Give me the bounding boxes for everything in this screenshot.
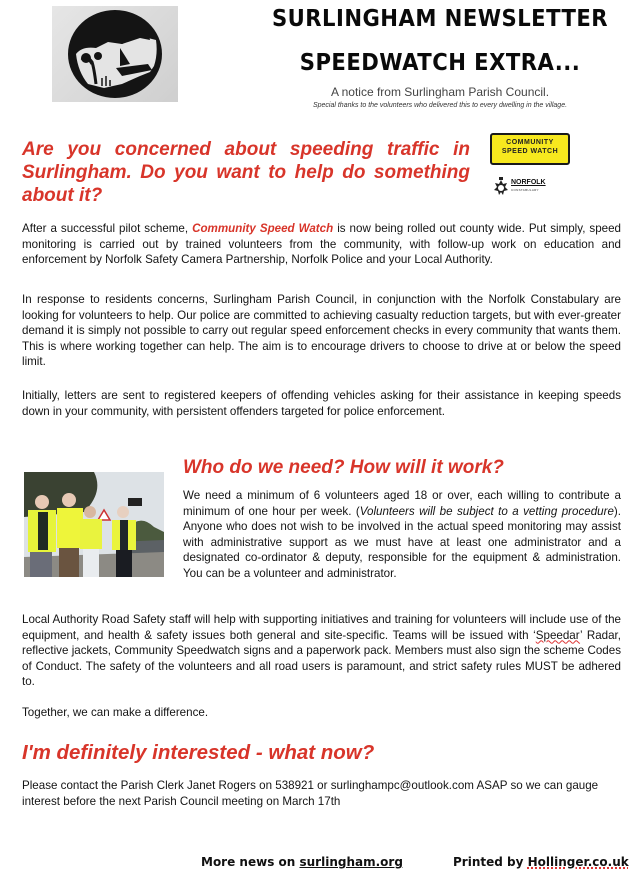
text: We need a minimum of 6 volunteers aged 18 or over, each willing to contribute a minimum of one hour per week. (: [183, 489, 621, 518]
footer-text: More news on: [201, 855, 300, 869]
parish-logo: [52, 6, 178, 102]
footer-printed-by: [453, 855, 629, 869]
norfolk-name: NORFOLK: [511, 179, 546, 186]
community-speed-watch-badge: [490, 133, 570, 165]
section-heading-interested: I'm definitely interested - what now?: [22, 741, 375, 764]
paragraph-contact: Please contact the Parish Clerk Janet Rogers on 538921 or surlinghampc@outlook.com ASAP so we can gauge interest before the next Parish Council meeting on March 17th: [22, 779, 599, 808]
paragraph-together: Together, we can make a difference.: [22, 706, 209, 719]
norfolk-sub: CONSTABULARY: [511, 188, 539, 192]
paragraph-training: [22, 612, 621, 690]
paragraph-volunteer-requirements: [183, 488, 621, 581]
text: After a successful pilot scheme,: [22, 222, 193, 235]
speedar-word: Speedar: [535, 628, 581, 642]
notice-from-line: A notice from Surlingham Parish Council.: [330, 85, 550, 99]
text: is now being rolled out county wide. Put simply, speed monitoring is carried out by trained volunteers from the community, with follow-up work on education and enforcement by Norfolk Safety Camera Partnership, Norfolk Police and your Local Authority.: [22, 222, 621, 266]
paragraph-residents-concerns: In response to residents concerns, Surlingham Parish Council, in conjunction with the Norfolk Constabulary are looking for volunteers to help. Our police are committed to achieving casualty reduction targets, but with ever-greater demand it is simply not possible to carry out regular speed enforcement checks in every community that wants them. This is where working together can help. The aim is to encourage drivers to choose to drive at or below the speed limit.: [22, 293, 621, 368]
footer-more-news: [201, 855, 403, 869]
badge-line-2: SPEED WATCH: [501, 148, 559, 155]
hollinger-link[interactable]: Hollinger.co.uk: [527, 855, 629, 869]
volunteer-thanks-line: Special thanks to the volunteers who delivered this to every dwelling in the village.: [312, 102, 568, 109]
footer-text: Printed by: [453, 855, 528, 869]
surlingham-link[interactable]: surlingham.org: [299, 855, 403, 869]
text: ). Anyone who does not wish to be involved in the actual speed monitoring may assist with administrative support as we must have at least one administrator and a designated co-ordinator & deputy, responsible for the equipment & administration. You can be a volunteer and administrator.: [183, 504, 621, 580]
newsletter-title: SURLINGHAM NEWSLETTER: [271, 6, 609, 32]
text: ’ Radar, reflective jackets, Community Speedwatch signs and a paperwork pack. Members must also sign the scheme Codes of Conduct. The safety of the volunteers and all road users is paramount, and strict safety rules MUST be adhered to.: [22, 628, 621, 688]
community-speed-watch-highlight: Community Speed Watch: [192, 222, 334, 235]
police-star-icon: [492, 176, 510, 198]
village-silhouette-icon: [52, 6, 178, 102]
newsletter-subtitle-title: SPEEDWATCH EXTRA...: [299, 50, 581, 76]
section-heading-who-do-we-need: Who do we need? How will it work?: [183, 457, 504, 478]
paragraph-pilot-scheme: [22, 221, 621, 268]
section-heading-concerned: Are you concerned about speeding traffic in Surlingham. Do you want to help do something about it?: [22, 139, 470, 206]
vetting-note: Volunteers will be subject to a vetting procedure: [359, 504, 614, 518]
paragraph-letters: Initially, letters are sent to registered keepers of offending vehicles asking for their assistance in keeping speeds down in your community, with persistent offenders targeted for police enforcement.: [22, 389, 621, 418]
text: Local Authority Road Safety staff will help with supporting initiatives and training for volunteers will include use of the equipment, and health & safety issues both general and site-specific. Teams will be issued with ‘: [22, 613, 621, 642]
volunteers-photo: [24, 472, 164, 577]
norfolk-constabulary-logo: [492, 176, 552, 198]
badge-line-1: COMMUNITY: [506, 139, 554, 146]
volunteers-in-hi-vis-icon: [24, 472, 164, 577]
